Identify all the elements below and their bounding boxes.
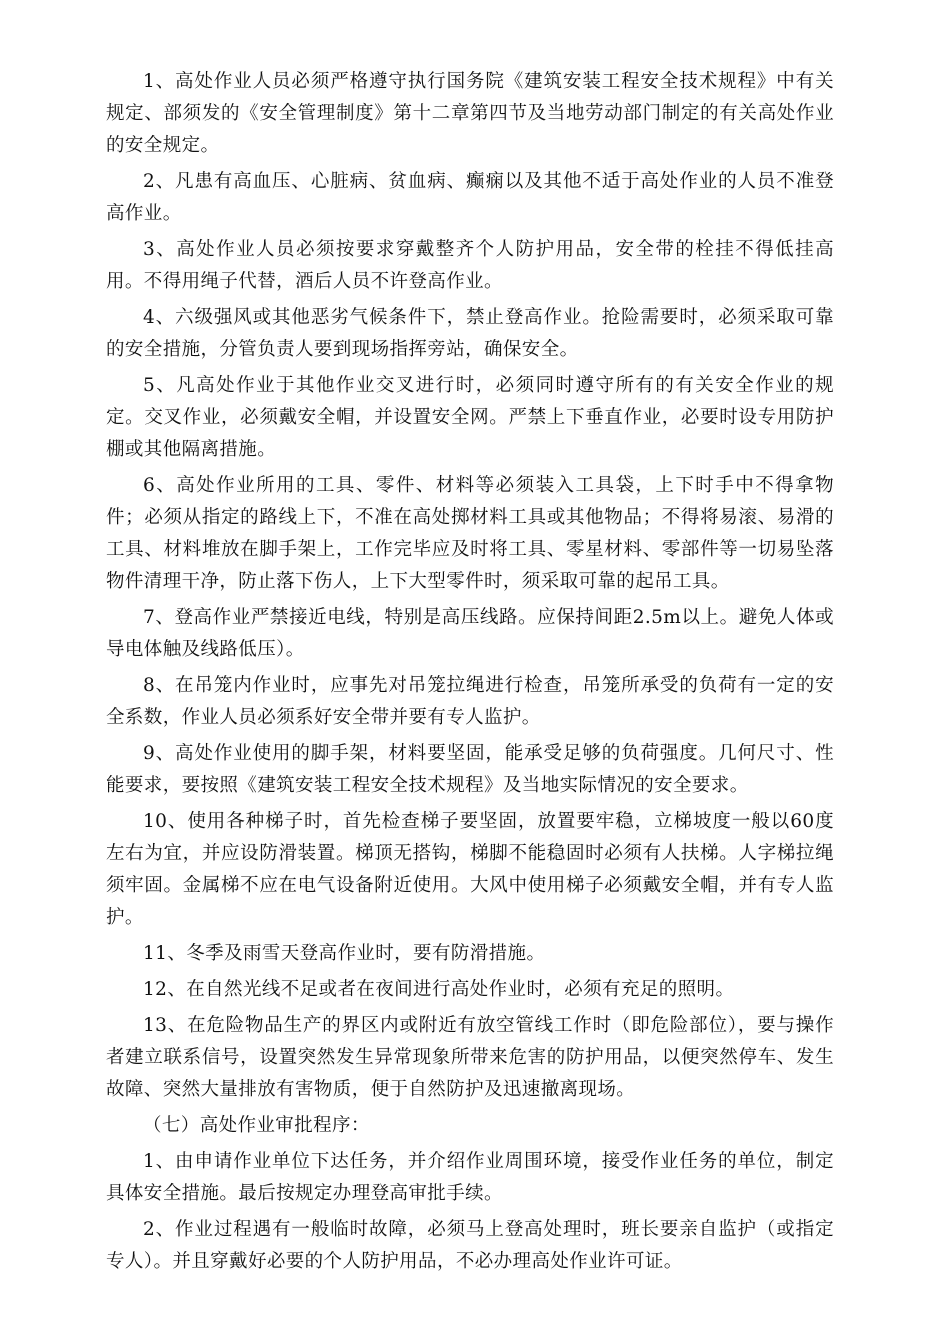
rule-paragraph-9: 9、高处作业使用的脚手架，材料要坚固，能承受足够的负荷强度。几何尺寸、性能要求，要按照《建筑安装工程安全技术规程》及当地实际情况的安全要求。 xyxy=(106,743,834,796)
rule-paragraph-13: 13、在危险物品生产的界区内或附近有放空管线工作时（即危险部位），要与操作者建立联系信号，设置突然发生异常现象所带来危害的防护用品，以便突然停车、发生故障、突然大量排放有害物质，便于自然防护及迅速撤离现场。 xyxy=(106,1015,834,1100)
rule-paragraph-3: 3、高处作业人员必须按要求穿戴整齐个人防护用品，安全带的栓挂不得低挂高用。不得用绳子代替，酒后人员不许登高作业。 xyxy=(106,239,834,292)
rule-paragraph-2: 2、凡患有高血压、心脏病、贫血病、癫痫以及其他不适于高处作业的人员不准登高作业。 xyxy=(106,171,834,224)
rule-paragraph-8: 8、在吊笼内作业时，应事先对吊笼拉绳进行检查，吊笼所承受的负荷有一定的安全系数，作业人员必须系好安全带并要有专人监护。 xyxy=(106,675,834,728)
rule-paragraph-7: 7、登高作业严禁接近电线，特别是高压线路。应保持间距2.5m以上。避免人体或导电体触及线路低压）。 xyxy=(106,607,834,660)
section-heading-approval: （七）高处作业审批程序： xyxy=(143,1115,370,1136)
rule-paragraph-4: 4、六级强风或其他恶劣气候条件下，禁止登高作业。抢险需要时，必须采取可靠的安全措施，分管负责人要到现场指挥旁站，确保安全。 xyxy=(106,307,834,360)
rule-paragraph-6: 6、高处作业所用的工具、零件、材料等必须装入工具袋，上下时手中不得拿物件；必须从指定的路线上下，不准在高处掷材料工具或其他物品；不得将易滚、易滑的工具、材料堆放在脚手架上，工作完毕应及时将工具、零星材料、零部件等一切易坠落物件清理干净，防止落下伤人，上下大型零件时，须采取可靠的起吊工具。 xyxy=(106,475,834,592)
rule-paragraph-10: 10、使用各种梯子时，首先检查梯子要坚固，放置要牢稳，立梯坡度一般以60度左右为宜，并应设防滑装置。梯顶无搭钩，梯脚不能稳固时必须有人扶梯。人字梯拉绳须牢固。金属梯不应在电气设备附近使用。大风中使用梯子必须戴安全帽，并有专人监护。 xyxy=(106,811,834,928)
rule-paragraph-1: 1、高处作业人员必须严格遵守执行国务院《建筑安装工程安全技术规程》中有关规定、部须发的《安全管理制度》第十二章第四节及当地劳动部门制定的有关高处作业的安全规定。 xyxy=(106,71,834,156)
rule-paragraph-12: 12、在自然光线不足或者在夜间进行高处作业时，必须有充足的照明。 xyxy=(143,979,735,1000)
rule-paragraph-5: 5、凡高处作业于其他作业交叉进行时，必须同时遵守所有的有关安全作业的规定。交叉作业，必须戴安全帽，并设置安全网。严禁上下垂直作业，必要时设专用防护棚或其他隔离措施。 xyxy=(106,375,834,460)
approval-paragraph-1: 1、由申请作业单位下达任务，并介绍作业周围环境，接受作业任务的单位，制定具体安全措施。最后按规定办理登高审批手续。 xyxy=(106,1151,834,1204)
document-page xyxy=(106,66,834,1282)
approval-paragraph-2: 2、作业过程遇有一般临时故障，必须马上登高处理时，班长要亲自监护（或指定专人）。并且穿戴好必要的个人防护用品，不必办理高处作业许可证。 xyxy=(106,1219,834,1272)
rule-paragraph-11: 11、冬季及雨雪天登高作业时，要有防滑措施。 xyxy=(143,943,546,964)
